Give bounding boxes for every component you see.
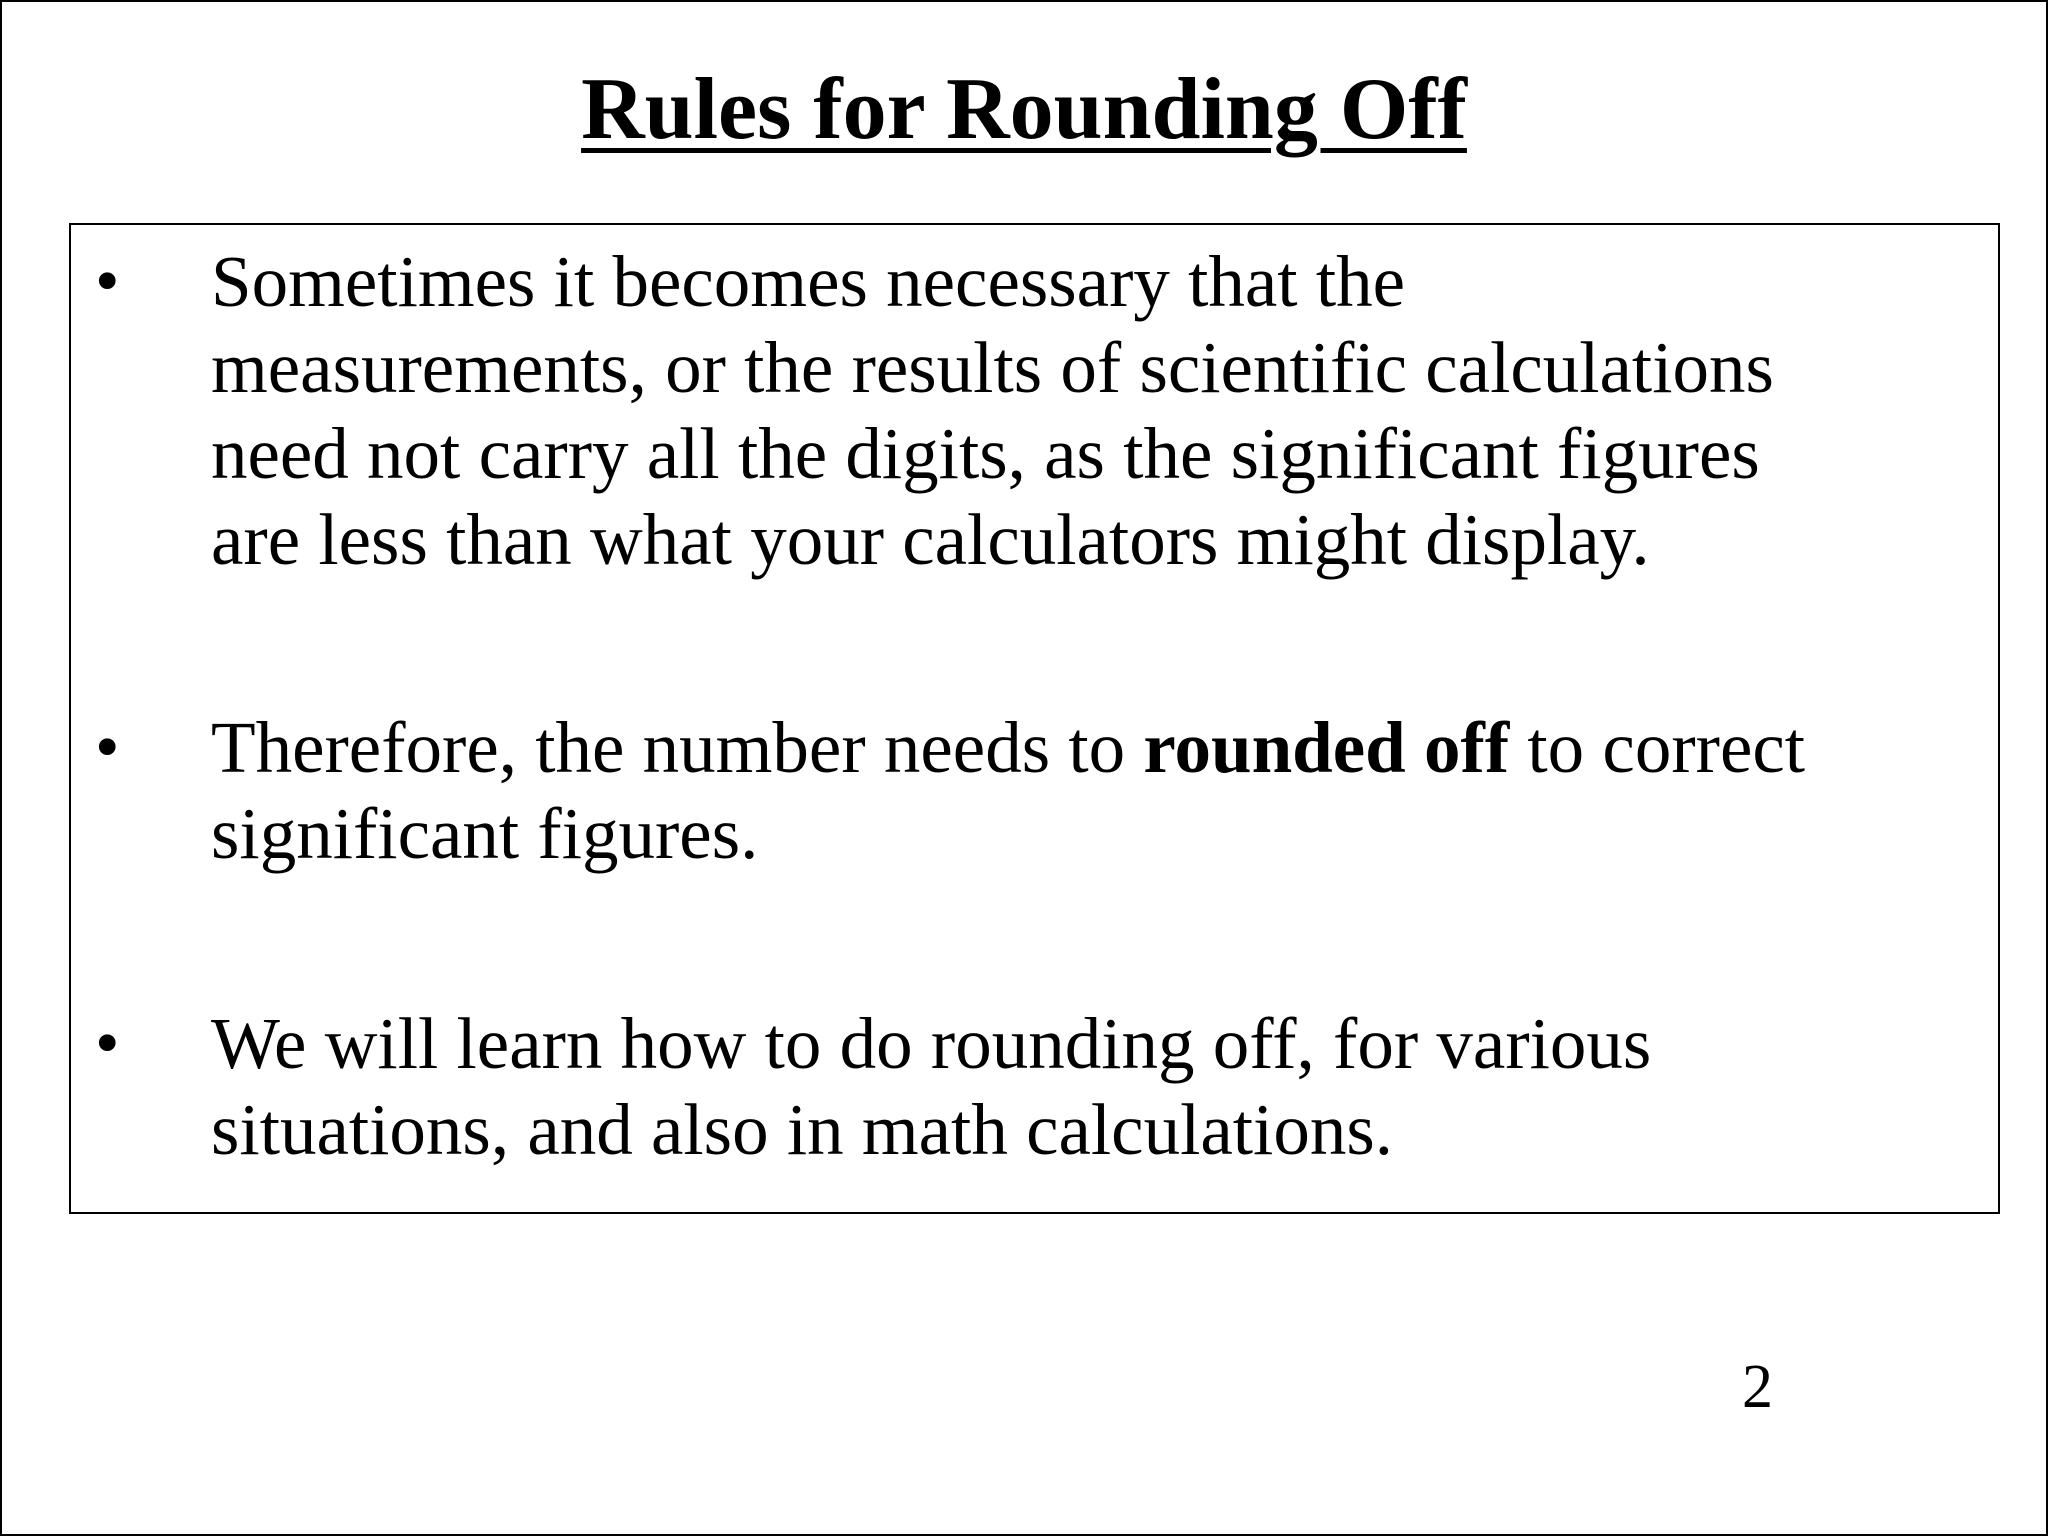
bullet-line: Sometimes it becomes necessary that the xyxy=(211,241,1406,322)
bullet-line: situations, and also in math calculations. xyxy=(211,1089,1393,1170)
bullet-line xyxy=(211,705,1958,791)
bullet-icon: • xyxy=(95,709,120,786)
bullet-icon: • xyxy=(95,243,120,320)
bullet-line: measurements, or the results of scientific calculations xyxy=(211,327,1774,408)
bullet-text xyxy=(211,239,1958,583)
bullet-line: We will learn how to do rounding off, for various xyxy=(211,1003,1652,1084)
bullet-line: need not carry all the digits, as the significant figures xyxy=(211,413,1760,494)
bullet-line: are less than what your calculators might display. xyxy=(211,499,1650,580)
bullet-line: significant figures. xyxy=(211,793,759,874)
emphasis-text: rounded off xyxy=(1143,707,1510,788)
bullet-text-segment: Therefore, the number needs to xyxy=(211,707,1144,788)
page-number: 2 xyxy=(1742,1353,1773,1421)
bullet-text xyxy=(211,705,1958,877)
bullet-icon: • xyxy=(95,1005,120,1082)
bullet-text-segment: to correct xyxy=(1509,707,1806,788)
bullet-text xyxy=(211,1001,1958,1173)
slide-title: Rules for Rounding Off xyxy=(581,61,1467,158)
content-box xyxy=(69,223,2000,1214)
